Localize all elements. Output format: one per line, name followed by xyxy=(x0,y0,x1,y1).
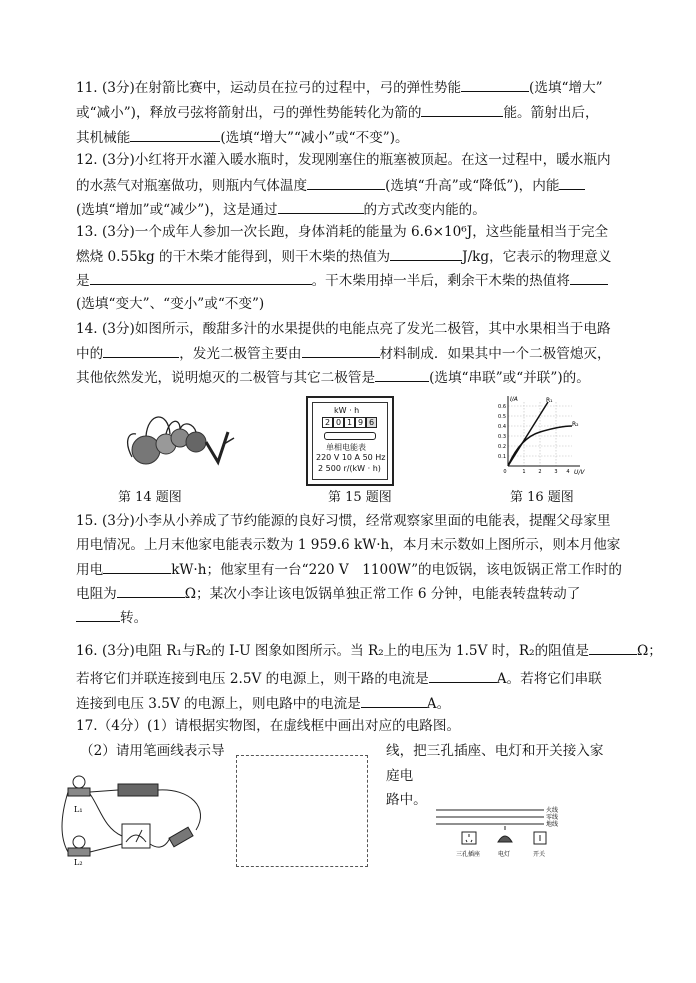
q16-line2: 若将它们并联连接到电压 2.5V 的电源上，则干路的电流是 A。若将它们串联 xyxy=(76,668,602,689)
q13-blank-2[interactable] xyxy=(90,270,312,285)
graph-r2-label: R₂ xyxy=(572,421,579,428)
graph-ylabel: I/A xyxy=(510,396,518,403)
meter-spec: 220 V 10 A 50 Hz xyxy=(316,453,386,462)
meter-digits xyxy=(322,417,377,428)
graph-xtick: 2 xyxy=(538,469,542,475)
wire-neutral: 零线 xyxy=(546,814,559,821)
q16-line1: 16. (3分)电阻 R₁与R₂的 I-U 图象如图所示。当 R₂上的电压为 1.5V 时，R₂的阻值是 Ω； xyxy=(76,640,662,661)
meter-digit: 6 xyxy=(366,417,377,428)
q15-line2: 用电情况。上月末他家电能表示数为 1 959.6 kW·h，本月末示数如上图所示，则本月他家 xyxy=(76,537,621,553)
meter-digit: 9 xyxy=(355,417,366,428)
q14-line2: 中的 ，发光二极管主要由 材料制成．如果其中一个二极管熄灭， xyxy=(76,343,611,364)
q15-line5: 转。 xyxy=(76,607,147,628)
meter-rate: 2 500 r/(kW · h) xyxy=(318,464,381,473)
label-l2: L₂ xyxy=(74,858,83,866)
q12-blank-3[interactable] xyxy=(278,199,364,214)
graph-xtick: 3 xyxy=(554,469,558,475)
caption-14: 第 14 题图 xyxy=(118,490,182,505)
wire-live: 火线 xyxy=(546,807,559,814)
graph-ytick: 0.3 xyxy=(498,434,506,440)
q12-blank-1[interactable] xyxy=(307,175,385,190)
meter-disc-window xyxy=(324,432,376,440)
q12-blank-2[interactable] xyxy=(559,175,585,190)
graph-ytick: 0.2 xyxy=(498,444,506,450)
q17-line4: 路中。 xyxy=(386,792,427,808)
iu-graph xyxy=(490,392,590,478)
q16-blank-2[interactable] xyxy=(429,668,497,683)
q14-blank-2[interactable] xyxy=(302,343,380,358)
real-circuit-figure xyxy=(60,768,220,866)
household-circuit-figure xyxy=(432,804,592,862)
q17-line1: 17.（4分）(1）请根据实物图，在虚线框中画出对应的电路图。 xyxy=(76,718,461,734)
device-switch-label: 开关 xyxy=(533,851,546,858)
q15-blank-2[interactable] xyxy=(117,583,185,598)
graph-ytick: 0.6 xyxy=(498,404,506,410)
meter-name: 单相电能表 xyxy=(326,443,366,452)
caption-16: 第 16 题图 xyxy=(510,490,574,505)
q15-blank-3[interactable] xyxy=(76,607,120,622)
q11-line3: 其机械能 (选填“增大”“减小”或“不变”)。 xyxy=(76,127,409,148)
device-socket-label: 三孔插座 xyxy=(456,851,481,858)
q16-blank-3[interactable] xyxy=(361,693,427,708)
q13-line2: 燃烧 0.55kg 的干木柴才能得到，则干木柴的热值为 J/kg，它表示的物理意义 xyxy=(76,246,611,267)
graph-ytick: 0.1 xyxy=(498,454,506,460)
fruit-battery-figure xyxy=(118,402,248,472)
q11-blank-3[interactable] xyxy=(130,127,220,142)
q15-line4: 电阻为 Ω；某次小李让该电饭锅单独正常工作 6 分钟，电能表转盘转动了 xyxy=(76,583,580,604)
device-lamp-label: 电灯 xyxy=(498,851,511,858)
q11-line1: 11. (3分)在射箭比赛中，运动员在拉弓的过程中，弓的弹性势能 (选填“增大” xyxy=(76,77,603,98)
q12-line1: 12. (3分)小红将开水灌入暖水瓶时，发现刚塞住的瓶塞被顶起。在这一过程中，暖水瓶内 xyxy=(76,152,611,168)
circuit-diagram-answer-box[interactable] xyxy=(236,755,368,867)
q16-blank-1[interactable] xyxy=(589,640,637,655)
graph-xlabel: U/V xyxy=(574,469,585,476)
meter-digit: 1 xyxy=(344,417,355,428)
q14-line3: 其他依然发光，说明熄灭的二极管与其它二极管是 (选填“串联”或“并联”)的。 xyxy=(76,367,590,388)
graph-r1-label: R₁ xyxy=(546,397,553,404)
label-l1: L₁ xyxy=(74,805,83,814)
meter-unit: kW · h xyxy=(334,406,360,415)
graph-xtick: 4 xyxy=(566,469,570,475)
q17-line2a: （2）请用笔画线表示导 xyxy=(80,743,225,759)
q14-line1: 14. (3分)如图所示，酸甜多汁的水果提供的电能点亮了发光二极管，其中水果相当于电路 xyxy=(76,321,611,337)
graph-xtick: 1 xyxy=(522,469,526,475)
q15-line1: 15. (3分)小李从小养成了节约能源的良好习惯，经常观察家里面的电能表，提醒父母家里 xyxy=(76,513,611,529)
q12-line2: 的水蒸气对瓶塞做功，则瓶内气体温度 (选填“升高”或“降低”)，内能 xyxy=(76,175,585,196)
q11-blank-1[interactable] xyxy=(461,77,529,92)
q11-line2: 或“减小”)，释放弓弦将箭射出，弓的弹性势能转化为箭的 能。箭射出后， xyxy=(76,102,599,123)
wire-ground: 地线 xyxy=(546,821,559,828)
q11-blank-2[interactable] xyxy=(421,102,503,117)
q14-blank-1[interactable] xyxy=(103,343,179,358)
q13-line3: 是 。干木柴用掉一半后，剩余干木柴的热值将 xyxy=(76,270,608,291)
graph-xtick: 0 xyxy=(503,469,507,475)
q16-line3: 连接到电压 3.5V 的电源上，则电路中的电流是 A。 xyxy=(76,693,450,714)
q13-line4: (选填“变大”、“变小”或“不变”) xyxy=(76,296,265,312)
q17-line2b: 线，把三孔插座、电灯和开关接入家 xyxy=(386,743,604,759)
meter-digit: 2 xyxy=(322,417,333,428)
q13-blank-3[interactable] xyxy=(570,270,608,285)
q14-blank-3[interactable] xyxy=(375,367,429,382)
meter-digit: 0 xyxy=(333,417,344,428)
q17-line3: 庭电 xyxy=(386,768,414,784)
graph-ytick: 0.5 xyxy=(498,414,506,420)
q12-line3: (选填“增加”或“减少”)，这是通过 的方式改变内能的。 xyxy=(76,199,486,220)
graph-ytick: 0.4 xyxy=(498,424,506,430)
q15-line3: 用电 kW·h；他家里有一台“220 V 1100W”的电饭锅，该电饭锅正常工作时的 xyxy=(76,559,622,580)
q13-blank-1[interactable] xyxy=(390,246,462,261)
electricity-meter xyxy=(306,396,394,486)
caption-15: 第 15 题图 xyxy=(328,490,392,505)
q13-line1: 13. (3分)一个成年人参加一次长跑，身体消耗的能量为 6.6×10⁶J，这些能量相当于完全 xyxy=(76,224,609,240)
q15-blank-1[interactable] xyxy=(103,559,171,574)
